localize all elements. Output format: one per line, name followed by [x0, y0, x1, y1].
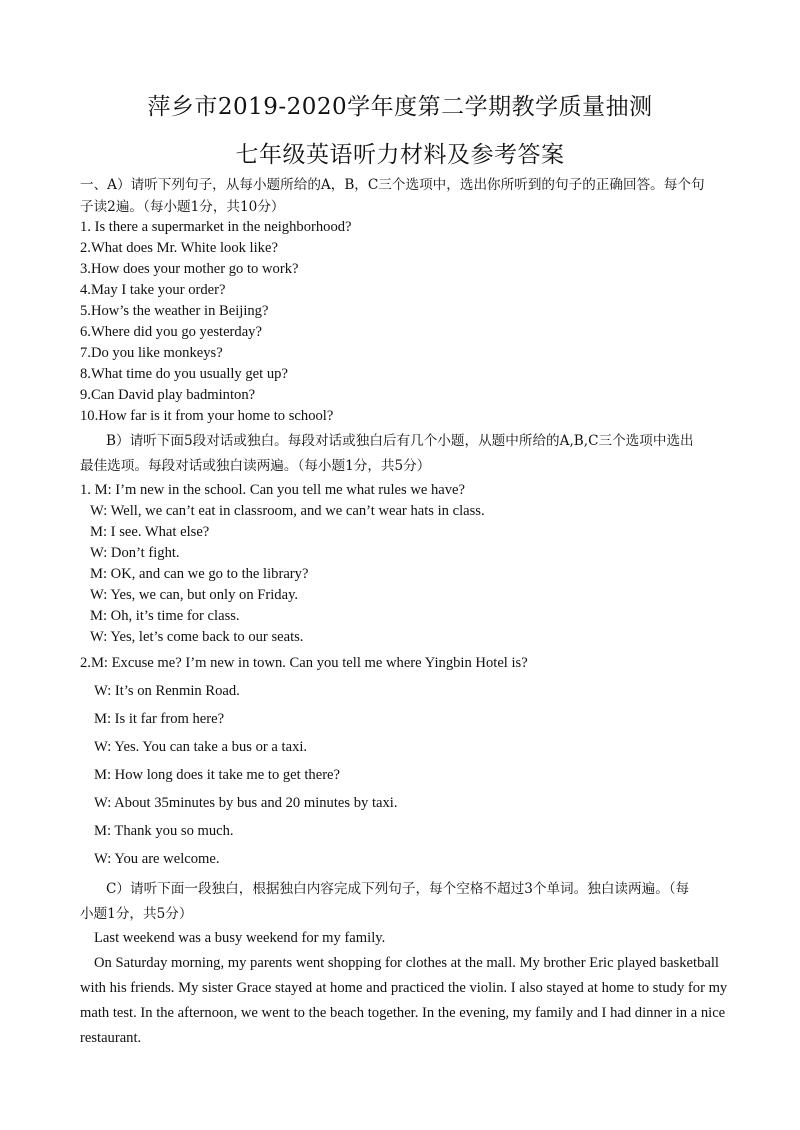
- dialog-2-line: W: You are welcome.: [94, 851, 220, 867]
- passage-line: math test. In the afternoon, we went to the beach together. In the evening, my family and I had dinner in a nice: [80, 1005, 726, 1021]
- section-c-instruction-line1: C）请听下面一段独白，根据独白内容完成下列句子，每个空格不超过3个单词。独白读两遍。（每: [106, 881, 690, 897]
- question-5: 5.How’s the weather in Beijing?: [80, 303, 269, 319]
- section-a-instruction-line2: 子读2遍。（每小题1分，共10分）: [80, 199, 285, 215]
- dialog-2-line: M: How long does it take me to get there?: [94, 767, 341, 783]
- dialog-2-line: W: Yes. You can take a bus or a taxi.: [94, 739, 308, 755]
- dialog-1-line: M: OK, and can we go to the library?: [90, 566, 309, 582]
- dialog-2-line: 2.M: Excuse me? I’m new in town. Can you tell me where Yingbin Hotel is?: [80, 655, 528, 671]
- question-9: 9.Can David play badminton?: [80, 387, 256, 403]
- question-2: 2.What does Mr. White look like?: [80, 240, 278, 256]
- passage-line: restaurant.: [80, 1030, 142, 1046]
- section-b-instruction-line1: B）请听下面5段对话或独白。每段对话或独白后有几个小题，从题中所给的A,B,C三个选项中选出: [106, 433, 694, 449]
- question-7: 7.Do you like monkeys?: [80, 345, 223, 361]
- dialog-1-line: W: Don’t fight.: [90, 545, 180, 561]
- section-b-instruction-line2: 最佳选项。每段对话或独白读两遍。（每小题1分，共5分）: [80, 458, 431, 474]
- dialog-1-line: M: I see. What else?: [90, 524, 210, 540]
- dialog-1-line: 1. M: I’m new in the school. Can you tell me what rules we have?: [80, 482, 466, 498]
- dialog-1-line: W: Yes, let’s come back to our seats.: [90, 629, 304, 645]
- question-4: 4.May I take your order?: [80, 282, 226, 298]
- question-1: 1. Is there a supermarket in the neighborhood?: [80, 219, 352, 235]
- document-title: 萍乡市2019-2020学年度第二学期教学质量抽测: [147, 94, 653, 120]
- dialog-2-line: M: Is it far from here?: [94, 711, 225, 727]
- dialog-2-line: M: Thank you so much.: [94, 823, 234, 839]
- passage-line: On Saturday morning, my parents went shopping for clothes at the mall. My brother Eric played basketball: [94, 955, 719, 971]
- section-a-instruction-line1: 一、A）请听下列句子，从每小题所给的A，B，C三个选项中，选出你所听到的句子的正确回答。每个句: [80, 177, 705, 193]
- dialog-1-line: W: Well, we can’t eat in classroom, and we can’t wear hats in class.: [90, 503, 485, 519]
- dialog-2-line: W: About 35minutes by bus and 20 minutes by taxi.: [94, 795, 398, 811]
- dialog-1-line: M: Oh, it’s time for class.: [90, 608, 240, 624]
- question-6: 6.Where did you go yesterday?: [80, 324, 262, 340]
- dialog-1-line: W: Yes, we can, but only on Friday.: [90, 587, 299, 603]
- passage-line: with his friends. My sister Grace stayed at home and practiced the violin. I also stayed at home to study for my: [80, 980, 728, 996]
- question-10: 10.How far is it from your home to school?: [80, 408, 334, 424]
- dialog-2-line: W: It’s on Renmin Road.: [94, 683, 240, 699]
- question-8: 8.What time do you usually get up?: [80, 366, 288, 382]
- question-3: 3.How does your mother go to work?: [80, 261, 299, 277]
- document-subtitle: 七年级英语听力材料及参考答案: [235, 142, 565, 168]
- passage-line: Last weekend was a busy weekend for my family.: [94, 930, 386, 946]
- section-c-instruction-line2: 小题1分，共5分）: [80, 906, 193, 922]
